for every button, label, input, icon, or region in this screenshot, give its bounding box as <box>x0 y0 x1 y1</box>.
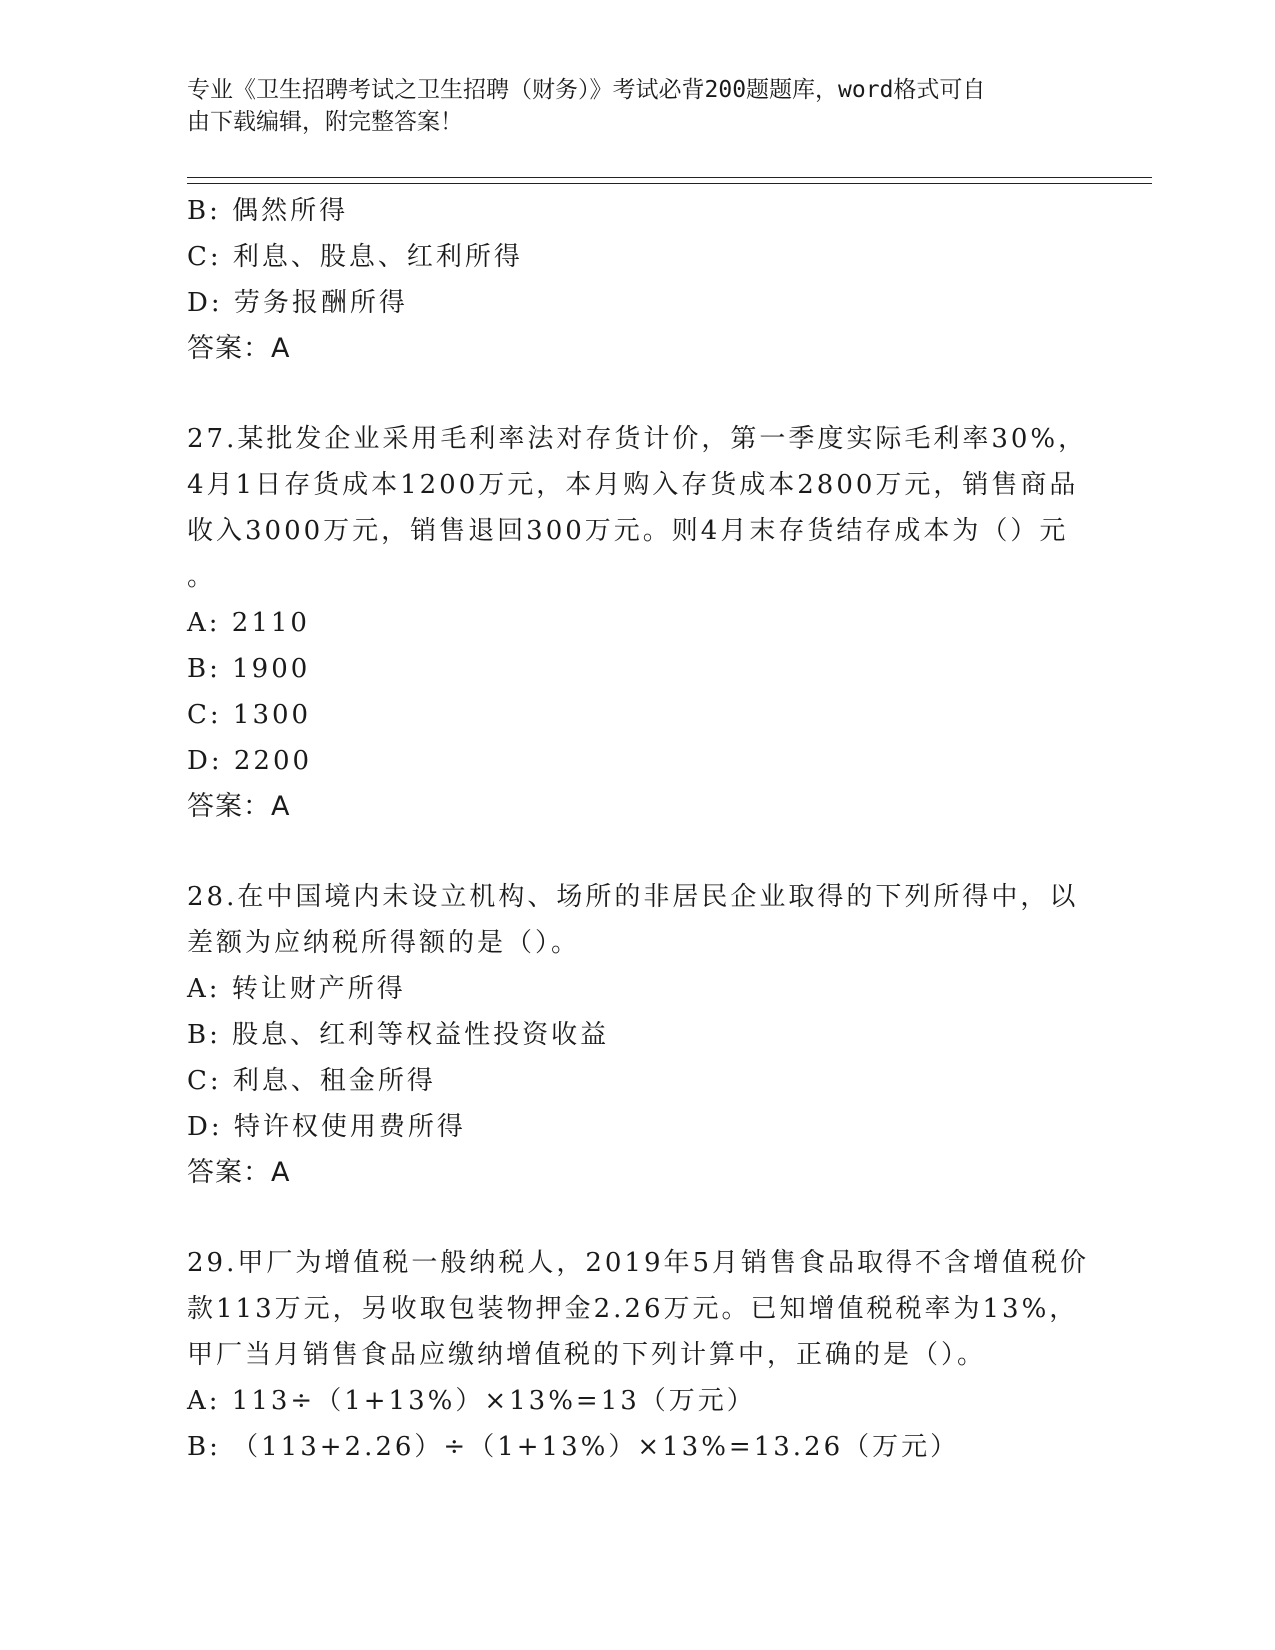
option-c: C: 利息、股息、红利所得 <box>187 242 523 272</box>
option-c: C: 利息、租金所得 <box>187 1066 436 1096</box>
question-stem-line: 差额为应纳税所得额的是（）。 <box>187 928 581 958</box>
question-stem-line: 28.在中国境内未设立机构、场所的非居民企业取得的下列所得中，以 <box>187 882 1079 912</box>
header-line-2: 由下载编辑，附完整答案！ <box>187 109 463 135</box>
question-stem-line: 29.甲厂为增值税一般纳税人，2019年5月销售食品取得不含增值税价 <box>187 1248 1090 1278</box>
option-d: D: 特许权使用费所得 <box>187 1112 466 1142</box>
option-a: A: 2110 <box>187 608 310 638</box>
question-27 <box>187 416 1087 830</box>
question-29 <box>187 1240 1090 1470</box>
question-stem-line: 。 <box>187 562 217 592</box>
header-rule-bottom <box>187 183 1152 184</box>
option-b: B: （113+2.26）÷（1+13%）×13%=13.26（万元） <box>187 1432 960 1462</box>
header-rule-top <box>187 177 1152 178</box>
option-b: B: 偶然所得 <box>187 196 349 226</box>
option-b: B: 1900 <box>187 654 311 684</box>
question-stem-line: 收入3000万元，销售退回300万元。则4月末存货结存成本为（）元 <box>187 516 1069 546</box>
option-c: C: 1300 <box>187 700 312 730</box>
spacer <box>187 830 1087 874</box>
answer: 答案：A <box>187 333 291 364</box>
option-b: B: 股息、红利等权益性投资收益 <box>187 1020 610 1050</box>
document-body <box>187 188 1090 1470</box>
question-stem-line: 4月1日存货成本1200万元，本月购入存货成本2800万元，销售商品 <box>187 470 1079 500</box>
option-a: A: 转让财产所得 <box>187 974 406 1004</box>
question-28 <box>187 874 1087 1196</box>
question-stem-line: 27.某批发企业采用毛利率法对存货计价，第一季度实际毛利率30%， <box>187 424 1088 454</box>
answer: 答案：A <box>187 791 291 822</box>
header-line-1: 专业《卫生招聘考试之卫生招聘（财务）》考试必背200题题库，word格式可自 <box>187 77 986 103</box>
question-stem-line: 甲厂当月销售食品应缴纳增值税的下列计算中，正确的是（）。 <box>187 1340 987 1370</box>
spacer <box>187 372 1087 416</box>
option-d: D: 劳务报酬所得 <box>187 288 408 318</box>
document-header <box>187 74 1067 138</box>
question-26-tail <box>187 188 1087 372</box>
question-stem-line: 款113万元，另收取包装物押金2.26万元。已知增值税税率为13%， <box>187 1294 1079 1324</box>
spacer <box>187 1196 1087 1240</box>
option-a: A: 113÷（1+13%）×13%=13（万元） <box>187 1386 756 1416</box>
answer: 答案：A <box>187 1157 291 1188</box>
option-d: D: 2200 <box>187 746 313 776</box>
